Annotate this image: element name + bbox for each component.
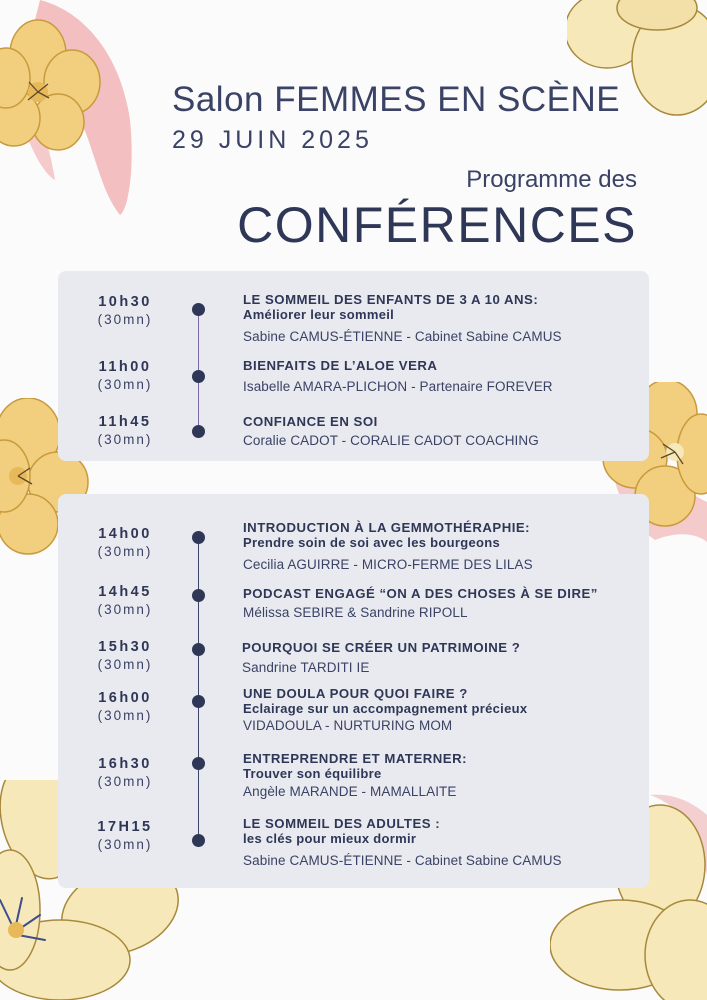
talk-time: 11h45 (98, 414, 152, 430)
talk-duration: (30mn) (97, 602, 153, 617)
timeline-dot (192, 643, 205, 656)
talk-speaker: Sabine CAMUS-ÉTIENNE - Cabinet Sabine CAMUS (243, 853, 562, 868)
talk-time: 10h30 (98, 294, 152, 310)
timeline-dot (192, 370, 205, 383)
talk-time: 16h30 (98, 756, 152, 772)
talk-duration: (30mn) (97, 837, 153, 852)
talk-subtitle: Prendre soin de soi avec les bourgeons (243, 535, 501, 550)
talk-duration: (30mn) (97, 377, 153, 392)
page-title: CONFÉRENCES (237, 197, 637, 253)
schedule-time-block (70, 583, 180, 619)
timeline-dot (192, 695, 205, 708)
timeline-dot (192, 589, 205, 602)
talk-item (242, 640, 637, 676)
talk-item (243, 816, 638, 869)
timeline-dot (192, 757, 205, 770)
schedule-time-block (70, 818, 180, 854)
talk-speaker: Angèle MARANDE - MAMALLAITE (243, 784, 457, 799)
timeline-dot (192, 834, 205, 847)
schedule-time-block (70, 413, 180, 449)
talk-speaker: Coralie CADOT - CORALIE CADOT COACHING (243, 433, 539, 448)
programme-subtitle: Programme des (466, 166, 637, 193)
talk-speaker: Cecilia AGUIRRE - MICRO-FERME DES LILAS (243, 557, 533, 572)
talk-duration: (30mn) (97, 708, 153, 723)
talk-title: PODCAST ENGAGÉ “ON A DES CHOSES À SE DIRE” (243, 586, 598, 601)
talk-speaker: Isabelle AMARA-PLICHON - Partenaire FOREVER (243, 379, 553, 394)
talk-time: 14h00 (98, 526, 152, 542)
schedule-time-block (70, 689, 180, 725)
talk-duration: (30mn) (97, 544, 153, 559)
talk-time: 14h45 (98, 584, 152, 600)
schedule-time-block (70, 358, 180, 394)
event-name: Salon FEMMES EN SCÈNE (172, 80, 621, 119)
talk-title: BIENFAITS DE L’ALOE VERA (243, 358, 438, 373)
talk-speaker: Mélissa SEBIRE & Sandrine RIPOLL (243, 605, 468, 620)
talk-time: 17H15 (97, 819, 153, 835)
talk-speaker: VIDADOULA - NURTURING MOM (243, 718, 453, 733)
talk-title: INTRODUCTION À LA GEMMOTHÉRAPHIE: (243, 520, 531, 535)
event-date: 29 JUIN 2025 (172, 126, 373, 154)
timeline-dot (192, 531, 205, 544)
afternoon-timeline-line (198, 537, 199, 840)
talk-title: LE SOMMEIL DES ENFANTS DE 3 A 10 ANS: (243, 292, 539, 307)
schedule-time-block (70, 638, 180, 674)
talk-duration: (30mn) (97, 432, 153, 447)
talk-title: CONFIANCE EN SOI (243, 414, 378, 429)
talk-time: 16h00 (98, 690, 152, 706)
talk-duration: (30mn) (97, 774, 153, 789)
talk-duration: (30mn) (97, 657, 153, 672)
schedule-time-block (70, 525, 180, 561)
talk-subtitle: Eclairage sur un accompagnement précieux (243, 701, 528, 716)
talk-time: 15h30 (98, 639, 152, 655)
talk-title: POURQUOI SE CRÉER UN PATRIMOINE ? (242, 640, 521, 655)
poster-header (0, 0, 707, 260)
schedule-time-block (70, 293, 180, 329)
talk-item (243, 586, 638, 621)
talk-subtitle: Améliorer leur sommeil (243, 307, 395, 322)
talk-item (243, 292, 638, 345)
talk-title: ENTREPRENDRE ET MATERNER: (243, 751, 467, 766)
talk-item (243, 520, 638, 573)
talk-item (243, 358, 638, 395)
talk-item (243, 414, 638, 449)
talk-speaker: Sabine CAMUS-ÉTIENNE - Cabinet Sabine CAMUS (243, 329, 562, 344)
talk-speaker: Sandrine TARDITI IE (242, 660, 370, 675)
talk-subtitle: les clés pour mieux dormir (243, 831, 417, 846)
talk-item (243, 686, 638, 734)
talk-time: 11h00 (98, 359, 152, 375)
talk-subtitle: Trouver son équilibre (243, 766, 382, 781)
talk-title: UNE DOULA POUR QUOI FAIRE ? (243, 686, 468, 701)
talk-duration: (30mn) (97, 312, 153, 327)
timeline-dot (192, 303, 205, 316)
talk-item (243, 751, 638, 800)
schedule-time-block (70, 755, 180, 791)
timeline-dot (192, 425, 205, 438)
talk-title: LE SOMMEIL DES ADULTES : (243, 816, 441, 831)
